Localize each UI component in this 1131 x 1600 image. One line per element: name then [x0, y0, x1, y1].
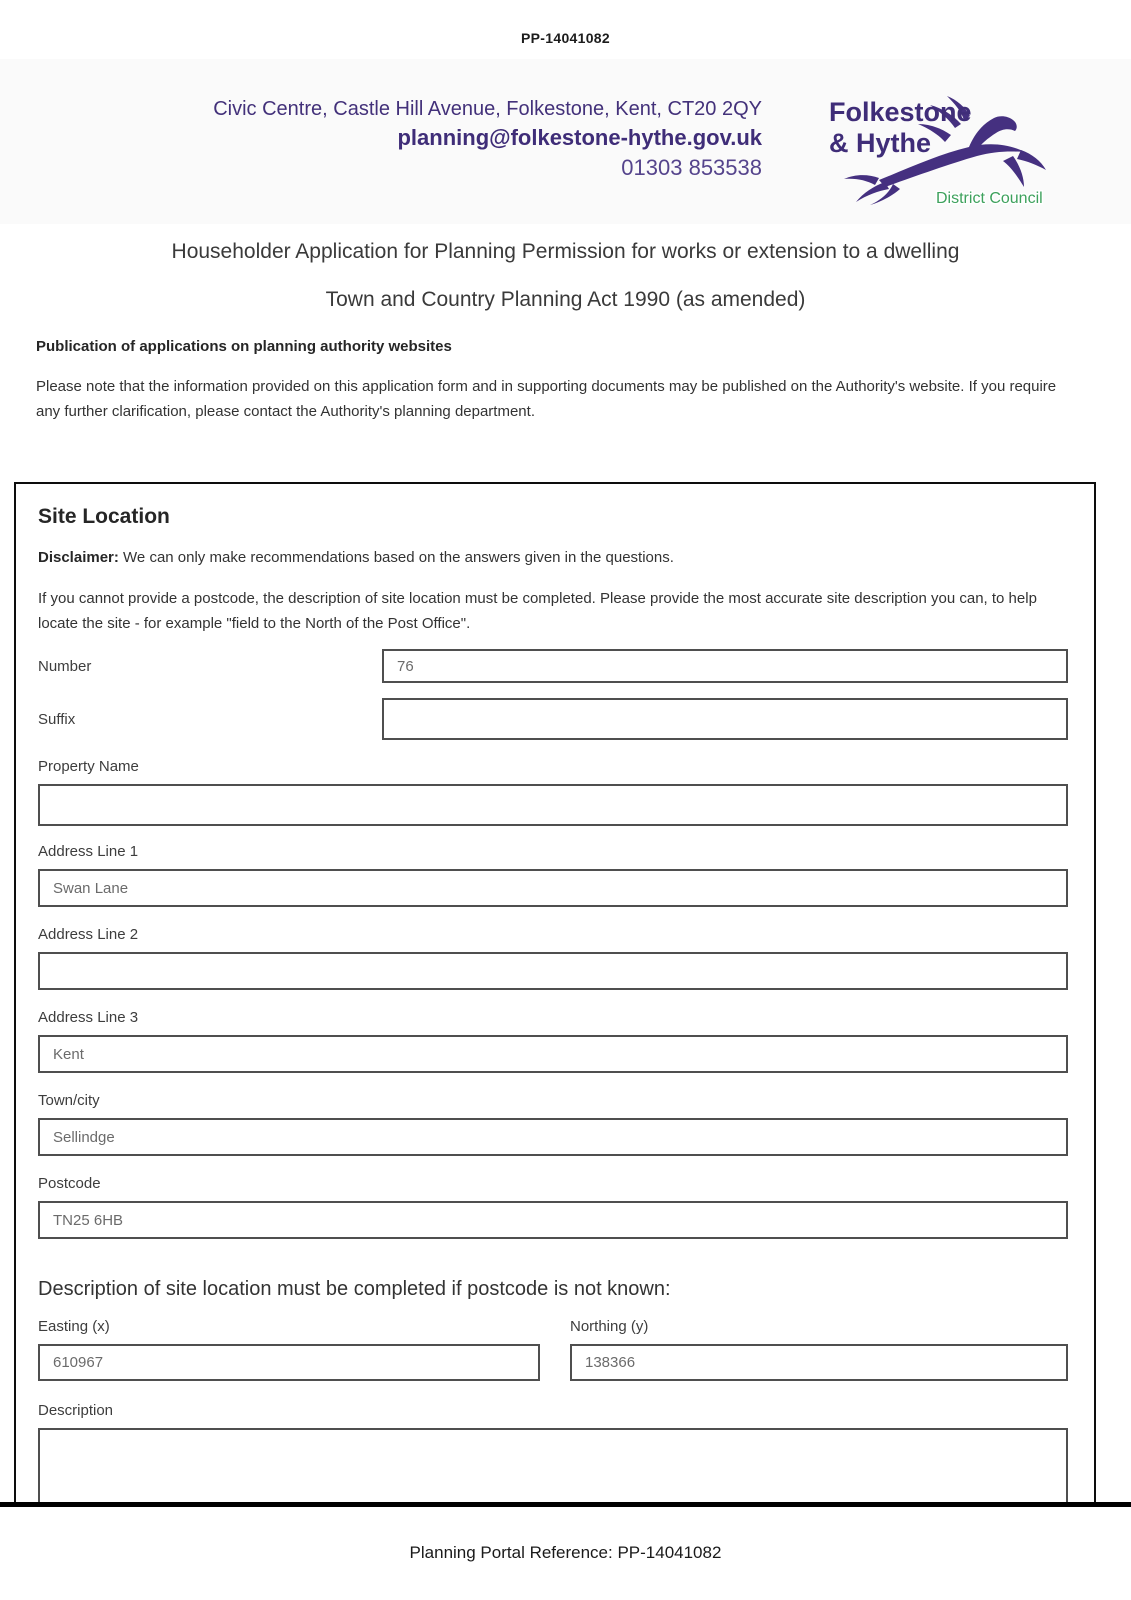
number-input[interactable] [382, 649, 1068, 683]
site-location-section [14, 482, 1096, 1502]
suffix-label: Suffix [38, 710, 76, 728]
council-header [0, 59, 1131, 224]
planning-portal-reference-footer: Planning Portal Reference: PP-14041082 [409, 1543, 722, 1562]
council-email[interactable]: planning@folkestone-hythe.gov.uk [397, 125, 762, 150]
suffix-field-row [38, 698, 1068, 740]
description-input[interactable] [38, 1428, 1068, 1502]
easting-label: Easting (x) [38, 1318, 110, 1335]
page-break-divider [0, 1502, 1131, 1507]
council-logo [829, 94, 1047, 206]
address-line-1-label: Address Line 1 [38, 843, 139, 860]
council-phone: 01303 853538 [621, 155, 762, 180]
address-line-2-input[interactable] [38, 952, 1068, 990]
suffix-input[interactable] [382, 698, 1068, 740]
town-city-input[interactable] [38, 1118, 1068, 1156]
number-field-row [38, 649, 1068, 683]
property-name-label: Property Name [38, 758, 139, 775]
disclaimer-text: Disclaimer: We can only make recommendations based on the answers given in the questions. [38, 549, 674, 566]
address-line-3-field [38, 1008, 1068, 1073]
description-field [38, 1401, 1068, 1502]
publication-body: Please note that the information provided on this application form and in supporting documents may be published on the Authority's website. If you require any further clarification, please contact the Authority's planning department. [36, 378, 1057, 420]
logo-tagline: District Council [936, 190, 1043, 206]
logo-name-line2: & Hythe [829, 128, 932, 158]
council-address: Civic Centre, Castle Hill Avenue, Folkestone, Kent, CT20 2QY [213, 98, 762, 120]
northing-label: Northing (y) [570, 1318, 649, 1335]
coordinates-row [38, 1317, 1068, 1381]
postcode-label: Postcode [38, 1175, 101, 1192]
address-line-2-label: Address Line 2 [38, 926, 139, 943]
form-subtitle: Town and Country Planning Act 1990 (as amended) [325, 288, 806, 311]
site-location-heading: Site Location [38, 505, 170, 528]
planning-portal-reference-top: PP-14041082 [521, 30, 610, 46]
form-title: Householder Application for Planning Permission for works or extension to a dwelling [171, 240, 960, 263]
northing-input[interactable] [570, 1344, 1068, 1381]
northing-field [570, 1317, 1068, 1381]
postcode-field [38, 1174, 1068, 1239]
town-city-field [38, 1091, 1068, 1156]
postcode-input[interactable] [38, 1201, 1068, 1239]
site-location-instructions: If you cannot provide a postcode, the description of site location must be completed. Please provide the most accurate site description you can, to help locate the site - for example "field to the North of the Post Office". [38, 590, 1037, 632]
easting-input[interactable] [38, 1344, 540, 1381]
address-line-1-input[interactable] [38, 869, 1068, 907]
council-contact-block [213, 96, 762, 183]
number-label: Number [38, 657, 92, 675]
address-line-1-field [38, 842, 1068, 907]
property-name-field [38, 757, 1068, 826]
description-label: Description [38, 1402, 114, 1419]
address-line-2-field [38, 925, 1068, 990]
description-requirement-heading: Description of site location must be completed if postcode is not known: [38, 1278, 671, 1300]
town-city-label: Town/city [38, 1092, 100, 1109]
address-line-3-input[interactable] [38, 1035, 1068, 1073]
address-line-3-label: Address Line 3 [38, 1009, 139, 1026]
logo-name-line1: Folkestone [829, 97, 972, 127]
easting-field [38, 1317, 540, 1381]
publication-heading: Publication of applications on planning authority websites [36, 338, 452, 355]
property-name-input[interactable] [38, 784, 1068, 826]
disclaimer-label: Disclaimer: [38, 549, 119, 566]
